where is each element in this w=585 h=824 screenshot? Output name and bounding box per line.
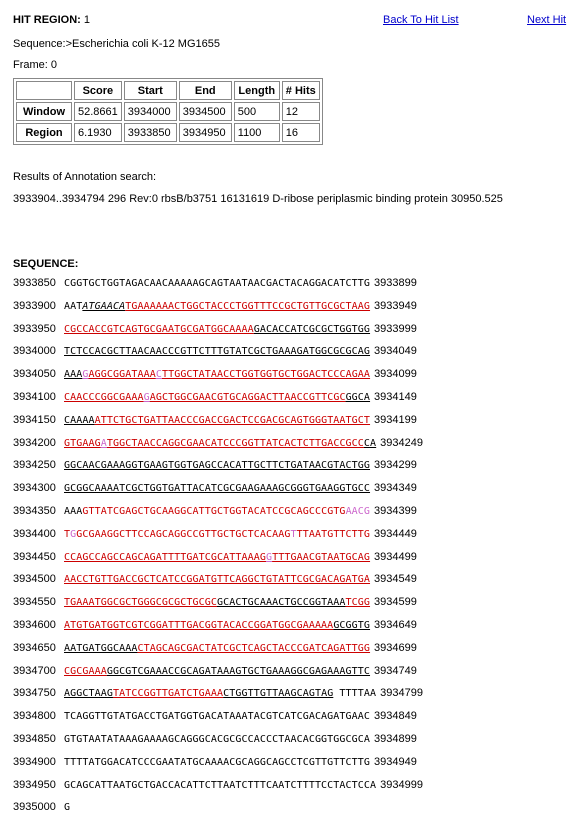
sequence-end-position: 3934599 xyxy=(374,596,417,609)
sequence-segment: GCGGTG xyxy=(333,619,371,631)
sequence-segment: A xyxy=(100,437,107,449)
sequence-end-position: 3934099 xyxy=(374,368,417,381)
sequence-end-position: 3934849 xyxy=(374,710,417,723)
sequence-row xyxy=(13,596,423,619)
sequence-segment: ATGAACA xyxy=(82,300,126,312)
sequence-segment: AACG xyxy=(345,505,371,517)
sequence-end-position: 3934549 xyxy=(374,573,417,586)
sequence-end-position: 3934049 xyxy=(374,345,417,358)
back-to-hit-list-link[interactable]: Back To Hit List xyxy=(383,14,459,26)
sequence-segment: G xyxy=(265,551,273,563)
sequence-bases xyxy=(64,529,370,540)
sequence-segment: AAA xyxy=(64,369,83,381)
sequence-bases xyxy=(64,278,370,289)
sequence-segment: GACACCATCGCGCTGGTGG xyxy=(253,323,371,335)
sequence-bases xyxy=(64,643,370,654)
sequence-bases xyxy=(64,597,370,608)
sequence-end-position: 3933999 xyxy=(374,322,417,335)
table-header-cell: End xyxy=(179,81,232,100)
sequence-segment: GCACTGCAAACTGCCGGTAAA xyxy=(217,597,346,609)
sequence-start-position: 3934650 xyxy=(13,641,56,654)
sequence-bases xyxy=(64,780,376,791)
sequence-end-position: 3934199 xyxy=(374,413,417,426)
hit-region-value: 1 xyxy=(80,14,91,26)
sequence-segment: CA xyxy=(363,437,377,449)
table-row-label: Region xyxy=(16,123,72,142)
sequence-start-position: 3934300 xyxy=(13,482,56,495)
table-row xyxy=(16,102,320,121)
sequence-segment: AGGCTAAG xyxy=(64,688,113,700)
sequence-start-position: 3934550 xyxy=(13,596,56,609)
sequence-segment: CGCGAAA xyxy=(64,665,107,677)
sequence-row xyxy=(13,482,423,505)
sequence-segment: TTTGAACGTAATGCAG xyxy=(272,551,371,563)
sequence-end-position: 3934649 xyxy=(374,618,417,631)
table-cell: 16 xyxy=(282,123,320,142)
sequence-segment: CTGGTTGTTAAGCAGTAG xyxy=(223,688,334,700)
sequence-row xyxy=(13,551,423,574)
table-cell: 3933850 xyxy=(124,123,177,142)
sequence-end-position: 3934299 xyxy=(374,459,417,472)
sequence-segment: CTAGCAGCGACTATCGCTCAGCTACCCGATCAGATTGG xyxy=(137,642,371,654)
sequence-end-position: 3934349 xyxy=(374,482,417,495)
sequence-end-position: 3934749 xyxy=(374,664,417,677)
table-row xyxy=(16,123,320,142)
sequence-bases xyxy=(64,734,370,745)
sequence-segment: TGAAATGGCGCTGGGCGCGCTGCGC xyxy=(64,597,218,609)
sequence-end-position: 3934999 xyxy=(380,778,423,791)
sequence-start-position: 3934250 xyxy=(13,459,56,472)
sequence-row xyxy=(13,642,423,665)
sequence-start-position: 3935000 xyxy=(13,801,56,814)
sequence-segment: AGGCGGATAAA xyxy=(88,369,156,381)
sequence-row xyxy=(13,459,423,482)
sequence-bases xyxy=(64,392,370,403)
sequence-bases xyxy=(64,574,370,585)
sequence-segment: CAACCCGGCGAAA xyxy=(64,391,144,403)
sequence-end-position: 3934449 xyxy=(374,527,417,540)
sequence-row xyxy=(13,619,423,642)
sequence-row xyxy=(13,687,423,710)
sequence-segment: GTGTAATATAAAGAAAAGCAGGGCACGCGCCACCCTAACACGGTGGCGCA xyxy=(64,733,371,745)
sequence-start-position: 3934700 xyxy=(13,664,56,677)
sequence-segment: GTGAAG xyxy=(64,437,101,449)
sequence-start-position: 3934900 xyxy=(13,755,56,768)
sequence-start-position: 3934750 xyxy=(13,687,56,700)
sequence-start-position: 3933900 xyxy=(13,299,56,312)
sequence-segment: TGGCTAACCAGGCGAACATCCCGGTTATCACTCTTGACCGCC xyxy=(106,437,364,449)
sequence-segment: CGGTGCTGGTAGACAACAAAAAGCAGTAATAACGACTACAGGACATCTTG xyxy=(64,278,371,289)
annotation-result: 3933904..3934794 296 Rev:0 rbsB/b3751 16131619 D-ribose periplasmic binding protein 30950.525 xyxy=(13,193,503,205)
sequence-segment: G xyxy=(70,528,77,540)
sequence-bases xyxy=(64,346,370,357)
sequence-segment: TCAGGTTGTATGACCTGATGGTGACATAAATACGTCATCGACAGATGAAC xyxy=(64,711,371,723)
sequence-segment: GCGGCAAAATCGCTGGTGATTACATCGCGAAGAAAGCGGGTGAAGGTGCC xyxy=(64,483,371,495)
sequence-start-position: 3934500 xyxy=(13,573,56,586)
sequence-start-position: 3933950 xyxy=(13,322,56,335)
sequence-bases xyxy=(64,301,370,312)
sequence-end-position: 3934499 xyxy=(374,550,417,563)
table-cell: 52.8661 xyxy=(74,102,122,121)
sequence-segment: ATGTGATGGTCGTCGGATTTGACGGTACACCGGATGGCGAAAAA xyxy=(64,619,334,631)
sequence-bases xyxy=(64,666,370,677)
sequence-segment: TTTTAA xyxy=(333,688,377,700)
sequence-segment: TTGGCTATAACCTGGTGGTGCTGGACTCCCAGAA xyxy=(161,369,371,381)
sequence-title: SEQUENCE: xyxy=(13,258,79,270)
hit-region-label: HIT REGION: xyxy=(13,14,81,26)
sequence-segment: TCTCCACGCTTAACAACCCGTTCTTTGTATCGCTGAAAGATGGCGCGCAG xyxy=(64,346,371,358)
sequence-segment: CCAGCCAGCCAGCAGATTTTGATCGCATTAAAG xyxy=(64,551,266,563)
sequence-block xyxy=(13,277,423,824)
next-hit-link[interactable]: Next Hit xyxy=(527,14,567,26)
sequence-segment: T xyxy=(290,528,297,540)
sequence-start-position: 3934800 xyxy=(13,710,56,723)
sequence-end-position: 3934699 xyxy=(374,641,417,654)
sequence-bases xyxy=(64,369,370,380)
sequence-name: Sequence:>Escherichia coli K-12 MG1655 xyxy=(13,38,220,50)
sequence-row xyxy=(13,300,423,323)
table-row-label: Window xyxy=(16,102,72,121)
sequence-segment: AAT xyxy=(64,300,83,312)
sequence-bases xyxy=(64,506,370,517)
sequence-row xyxy=(13,733,423,756)
annotation-title: Results of Annotation search: xyxy=(13,171,157,183)
sequence-row xyxy=(13,391,423,414)
table-cell: 3934500 xyxy=(179,102,232,121)
sequence-segment: GGCGTCGAAACCGCAGATAAAGTGCTGAAAGGCGAGAAAGTTC xyxy=(106,665,371,677)
sequence-segment: T xyxy=(64,528,71,540)
sequence-bases xyxy=(64,438,376,449)
sequence-row xyxy=(13,345,423,368)
sequence-bases xyxy=(64,324,370,335)
sequence-segment: GCAGCATTAATGCTGACCACATTCTTAATCTTTCAATCTTTTCCTACTCCA xyxy=(64,779,377,791)
sequence-bases xyxy=(64,415,370,426)
sequence-start-position: 3934450 xyxy=(13,550,56,563)
table-header-cell: Start xyxy=(124,81,177,100)
sequence-start-position: 3934350 xyxy=(13,504,56,517)
sequence-segment: C xyxy=(155,369,162,381)
sequence-start-position: 3934850 xyxy=(13,732,56,745)
sequence-start-position: 3934150 xyxy=(13,413,56,426)
table-header-cell xyxy=(16,81,72,100)
sequence-bases xyxy=(64,757,370,768)
sequence-bases xyxy=(64,460,370,471)
hit-region-header xyxy=(13,14,573,30)
sequence-bases xyxy=(64,802,70,813)
sequence-row xyxy=(13,756,423,779)
sequence-segment: G xyxy=(82,369,89,381)
sequence-start-position: 3934600 xyxy=(13,618,56,631)
sequence-row xyxy=(13,801,423,824)
table-cell: 6.1930 xyxy=(74,123,122,142)
sequence-bases xyxy=(64,711,370,722)
sequence-end-position: 3934149 xyxy=(374,390,417,403)
sequence-row xyxy=(13,414,423,437)
sequence-start-position: 3934950 xyxy=(13,778,56,791)
sequence-end-position: 3933899 xyxy=(374,277,417,289)
sequence-segment: AGCTGGCGAACGTGCAGGACTTAACCGTTCGC xyxy=(149,391,346,403)
sequence-row xyxy=(13,368,423,391)
sequence-segment: ATTCTGCTGATTAACCCGACCGACTCCGACGCAGTGGGTAATGCT xyxy=(94,414,371,426)
sequence-start-position: 3934400 xyxy=(13,527,56,540)
sequence-end-position: 3934249 xyxy=(380,436,423,449)
sequence-end-position: 3934399 xyxy=(374,504,417,517)
sequence-row xyxy=(13,437,423,460)
sequence-start-position: 3934100 xyxy=(13,390,56,403)
sequence-bases xyxy=(64,688,376,699)
sequence-row xyxy=(13,573,423,596)
sequence-segment: TGAAAAAACTGGCTACCCTGGTTTCCGCTGTTGCGCTAAG xyxy=(125,300,371,312)
sequence-segment: GCGAAGGCTTCCAGCAGGCCGTTGCTGCTCACAAG xyxy=(76,528,291,540)
hit-stats-table xyxy=(13,78,323,145)
sequence-segment: TATCCGGTTGATCTGAAA xyxy=(112,688,224,700)
sequence-start-position: 3934000 xyxy=(13,345,56,358)
sequence-row xyxy=(13,277,423,300)
sequence-segment: AACCTGTTGACCGCTCATCCGGATGTTCAGGCTGTATTCGCGACAGATGA xyxy=(64,574,371,586)
sequence-segment: TCGG xyxy=(345,597,371,609)
sequence-end-position: 3933949 xyxy=(374,299,417,312)
sequence-segment: GTTATCGAGCTGCAAGGCATTGCTGGTACATCCGCAGCCCGTG xyxy=(82,505,346,517)
sequence-row xyxy=(13,665,423,688)
sequence-row xyxy=(13,323,423,346)
table-header-cell: Score xyxy=(74,81,122,100)
sequence-start-position: 3933850 xyxy=(13,277,56,289)
sequence-start-position: 3934050 xyxy=(13,368,56,381)
table-cell: 12 xyxy=(282,102,320,121)
sequence-bases xyxy=(64,483,370,494)
sequence-end-position: 3934799 xyxy=(380,687,423,700)
sequence-segment: G xyxy=(143,391,150,403)
sequence-bases xyxy=(64,620,370,631)
sequence-row xyxy=(13,710,423,733)
sequence-segment: GGCAACGAAAGGTGAAGTGGTGAGCCACATTGCTTCTGATAACGTACTGG xyxy=(64,460,371,472)
table-cell: 3934950 xyxy=(179,123,232,142)
sequence-end-position: 3934949 xyxy=(374,755,417,768)
frame-line: Frame: 0 xyxy=(13,59,58,71)
table-cell: 3934000 xyxy=(124,102,177,121)
table-header-row xyxy=(16,81,320,100)
sequence-row xyxy=(13,779,423,802)
sequence-row xyxy=(13,505,423,528)
sequence-end-position: 3934899 xyxy=(374,732,417,745)
sequence-segment: AATGATGGCAAA xyxy=(64,642,138,654)
sequence-bases xyxy=(64,552,370,563)
table-cell: 1100 xyxy=(234,123,280,142)
sequence-start-position: 3934200 xyxy=(13,436,56,449)
sequence-segment: TTTTATGGACATCCCGAATATGCAAAACGCAGGCAGCCTCGTTGTTCTTG xyxy=(64,756,371,768)
sequence-segment: GGCA xyxy=(345,391,371,403)
sequence-segment: AAA xyxy=(64,505,83,517)
sequence-segment: TTAATGTTCTTG xyxy=(296,528,371,540)
sequence-segment: G xyxy=(64,802,71,814)
table-header-cell: Length xyxy=(234,81,280,100)
sequence-segment: CAAAA xyxy=(64,414,95,426)
table-header-cell: # Hits xyxy=(282,81,320,100)
table-cell: 500 xyxy=(234,102,280,121)
sequence-segment: CGCCACCGTCAGTGCGAATGCGATGGCAAAA xyxy=(64,323,254,335)
sequence-row xyxy=(13,528,423,551)
